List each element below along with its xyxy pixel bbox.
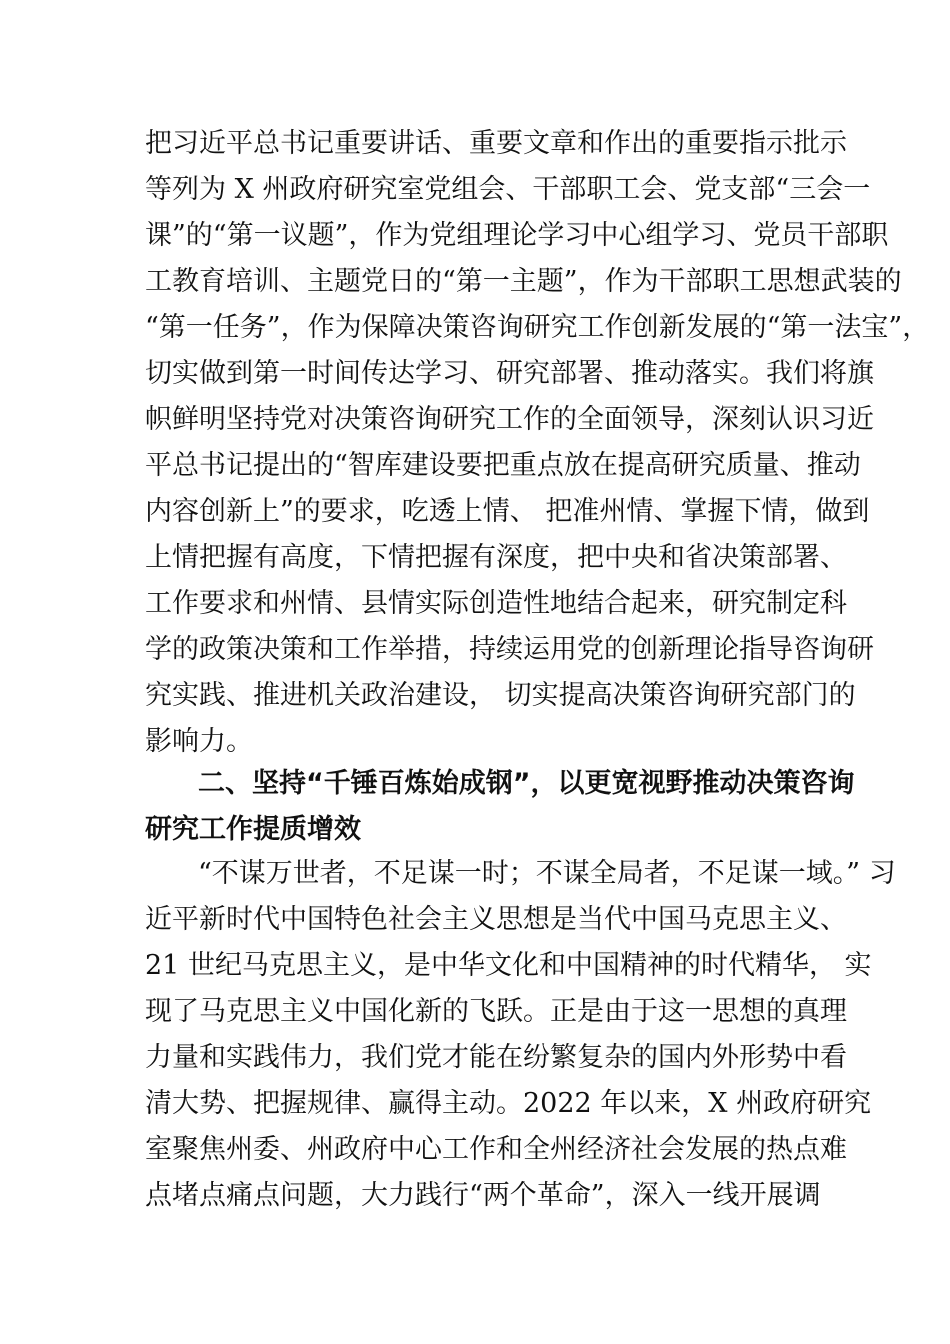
body-line-1: 把习近平总书记重要讲话、重要文章和作出的重要指示批示 [145, 128, 847, 159]
body-line-22: 点堵点痛点问题，大力践行“两个革命”，深入一线开展调 [145, 1180, 821, 1211]
body-line-17: 21 世纪马克思主义，是中华文化和中国精神的时代精华， 实 [145, 950, 872, 981]
body-line-19: 力量和实践伟力，我们党才能在纷繁复杂的国内外形势中看 [145, 1042, 847, 1073]
body-line-9: 内容创新上”的要求，吃透上情、 把准州情、掌握下情，做到 [145, 496, 870, 527]
body-line-10: 上情把握有高度，下情把握有深度，把中央和省决策部署、 [145, 542, 847, 573]
body-line-21: 室聚焦州委、州政府中心工作和全州经济社会发展的热点难 [145, 1134, 847, 1165]
body-line-18: 现了马克思主义中国化新的飞跃。正是由于这一思想的真理 [145, 996, 847, 1027]
body-line-3: 课”的“第一议题”，作为党组理论学习中心组学习、党员干部职 [145, 220, 889, 251]
body-line-12: 学的政策决策和工作举措，持续运用党的创新理论指导咨询研 [145, 634, 874, 665]
section-heading-line-1: 二、坚持“千锤百炼始成钢”，以更宽视野推动决策咨询 [198, 768, 855, 799]
body-line-13: 究实践、推进机关政治建设， 切实提高决策咨询研究部门的 [145, 680, 856, 711]
section-heading-line-2: 研究工作提质增效 [145, 814, 361, 845]
body-line-6: 切实做到第一时间传达学习、研究部署、推动落实。我们将旗 [145, 358, 874, 389]
body-line-7: 帜鲜明坚持党对决策咨询研究工作的全面领导，深刻认识习近 [145, 404, 874, 435]
body-line-16: 近平新时代中国特色社会主义思想是当代中国马克思主义、 [145, 904, 847, 935]
body-line-5: “第一任务”，作为保障决策咨询研究工作创新发展的“第一法宝”， [145, 312, 930, 343]
body-line-15: “不谋万世者，不足谋一时；不谋全局者，不足谋一域。” 习 [198, 858, 896, 889]
body-line-11: 工作要求和州情、县情实际创造性地结合起来，研究制定科 [145, 588, 847, 619]
body-line-14: 影响力。 [145, 726, 253, 757]
body-line-8: 平总书记提出的“智库建设要把重点放在提高研究质量、推动 [145, 450, 861, 481]
body-line-2: 等列为 X 州政府研究室党组会、干部职工会、党支部“三会一 [145, 174, 871, 205]
body-line-20: 清大势、把握规律、赢得主动。2022 年以来，X 州政府研究 [145, 1088, 872, 1119]
body-line-4: 工教育培训、主题党日的“第一主题”，作为干部职工思想武装的 [145, 266, 902, 297]
